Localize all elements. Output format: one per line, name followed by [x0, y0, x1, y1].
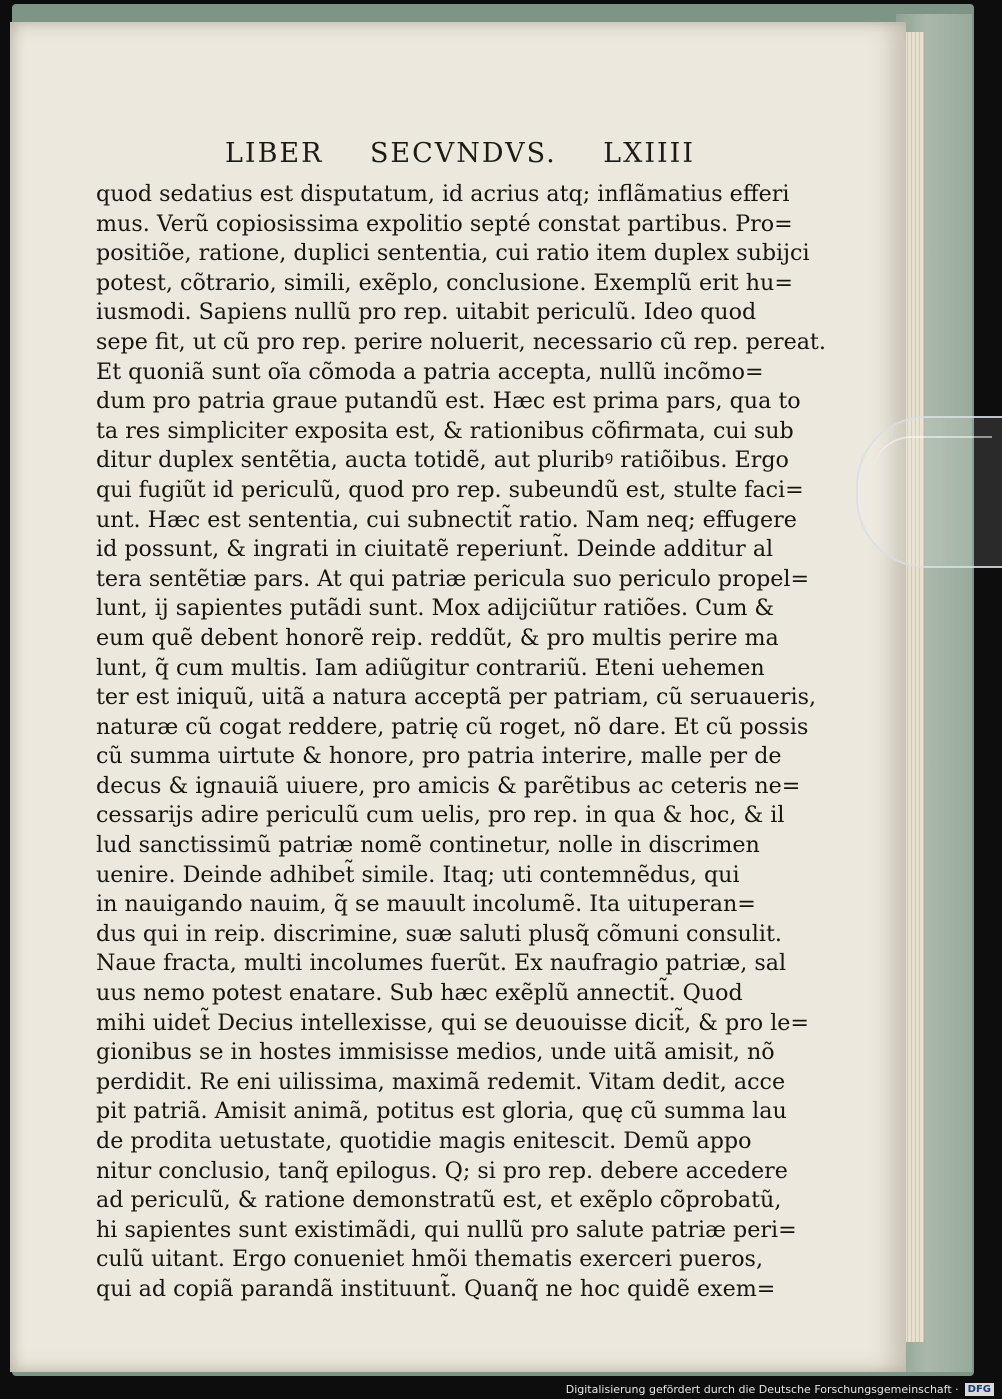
text-line: de prodita uetustate, quotidie magis enitescit. Demũ appo	[96, 1128, 752, 1154]
text-line: cessarijs adire periculũ cum uelis, pro rep. in qua & hoc, & il	[96, 802, 785, 829]
text-line: uenire. Deinde adhibet̃ simile. Itaq; uti contemnẽdus, qui	[96, 861, 740, 888]
text-line: qui fugiũt id periculũ, quod pro rep. subeundũ est, stulte faci=	[96, 476, 804, 503]
body-text	[96, 180, 826, 1305]
text-line: id possunt, & ingrati in ciuitatẽ reperiunt̃. Deinde additur al	[96, 536, 774, 563]
text-line: lunt, q̃ cum multis. Iam adiũgitur contrariũ. Eteni uehemen	[96, 654, 765, 681]
text-line: lud sanctissimũ patriæ nomẽ continetur, nolle in discrimen	[96, 832, 760, 859]
text-line: nitur conclusio, tanq̃ epilogus. Q; si pro rep. debere accedere	[96, 1157, 788, 1184]
text-line: perdidit. Re eni uilissima, maximã redemit. Vitam dedit, acce	[96, 1068, 786, 1095]
text-line: dum pro patria graue putandũ est. Hæc est prima pars, qua to	[96, 388, 801, 415]
text-line: eum quẽ debent honorẽ reip. reddũt, & pro multis perire ma	[96, 624, 779, 651]
text-line: pit patriã. Amisit animã, potitus est gloria, quę cũ summa lau	[96, 1098, 787, 1125]
text-line: uus nemo potest enatare. Sub hæc exẽplũ annectit̃. Quod	[96, 980, 743, 1007]
text-line: positiõe, ratione, duplici sententia, cui ratio item duplex subijci	[96, 240, 810, 267]
text-line: naturæ cũ cogat reddere, patrię cũ roget, nõ dare. Et cũ possis	[96, 713, 809, 740]
text-line: ter est iniquũ, uitã a natura acceptã per patriam, cũ seruaueris,	[96, 684, 817, 711]
dfg-logo: DFG	[965, 1383, 994, 1396]
header-left: LIBER	[225, 137, 324, 169]
text-line: mus. Verũ copiosissima expolitio septé constat partibus. Pro=	[96, 210, 793, 237]
text-line: qui ad copiã parandã instituunt̃. Quanq̃ ne hoc quidẽ exem=	[96, 1275, 776, 1302]
text-line: mihi uidet̃ Decius intellexisse, qui se deuouisse dicit̃, & pro le=	[96, 1009, 810, 1036]
text-line: culũ uitant. Ergo conueniet hmõi thematis exerceri pueros,	[96, 1246, 764, 1273]
header-center: SECVNDVS.	[369, 137, 557, 169]
text-line: potest, cõtrario, simili, exẽplo, conclusione. Exemplũ erit hu=	[96, 269, 793, 296]
text-line: unt. Hæc est sententia, cui subnectit̃ ratio. Nam neq; effugere	[96, 506, 797, 533]
text-line: Et quoniã sunt oĩa cõmoda a patria accepta, nullũ incõmo=	[96, 358, 764, 385]
text-line: in nauigando nauim, q̃ se mauult incolumẽ. Ita uituperan=	[96, 891, 756, 918]
book-page	[10, 22, 906, 1372]
text-line: iusmodi. Sapiens nullũ pro rep. uitabit periculũ. Ideo quod	[96, 299, 757, 326]
text-line: cũ summa uirtute & honore, pro patria interire, malle per de	[96, 743, 782, 770]
text-line: quod sedatius est disputatum, id acrius atq; inflãmatius efferi	[96, 181, 790, 207]
text-line: Naue fracta, multi incolumes fuerũt. Ex naufragio patriæ, sal	[96, 950, 787, 977]
text-line: dus qui in reip. discrimine, suæ saluti plusq̃ cõmuni consulit.	[96, 920, 782, 947]
digitization-footer	[0, 1380, 1000, 1399]
text-line: ditur duplex sentẽtia, aucta totidẽ, aut pluribꝰ ratiõibus. Ergo	[96, 447, 789, 474]
running-header	[225, 135, 695, 171]
text-line: lunt, ij sapientes putãdi sunt. Mox adijciũtur ratiões. Cum &	[96, 595, 775, 622]
footer-credit: Digitalisierung gefördert durch die Deutsche Forschungsgemeinschaft ·	[565, 1383, 959, 1396]
text-line: ta res simpliciter exposita est, & rationibus cõfirmata, cui sub	[96, 417, 794, 444]
text-line: sepe fit, ut cũ pro rep. perire noluerit, necessario cũ rep. pereat.	[96, 328, 826, 355]
text-line: hi sapientes sunt existimãdi, qui nullũ pro salute patriæ peri=	[96, 1216, 797, 1243]
header-right: LXIIII	[603, 137, 695, 169]
text-line: ad periculũ, & ratione demonstratũ est, et exẽplo cõprobatũ,	[96, 1187, 782, 1214]
page-clip-shine	[872, 436, 992, 478]
text-line: decus & ignauiã uiuere, pro amicis & parẽtibus ac ceteris ne=	[96, 772, 801, 799]
text-line: tera sentẽtiæ pars. At qui patriæ pericula suo periculo propel=	[96, 565, 810, 592]
text-line: gionibus se in hostes immisisse medios, unde uitã amisit, nõ	[96, 1039, 775, 1066]
